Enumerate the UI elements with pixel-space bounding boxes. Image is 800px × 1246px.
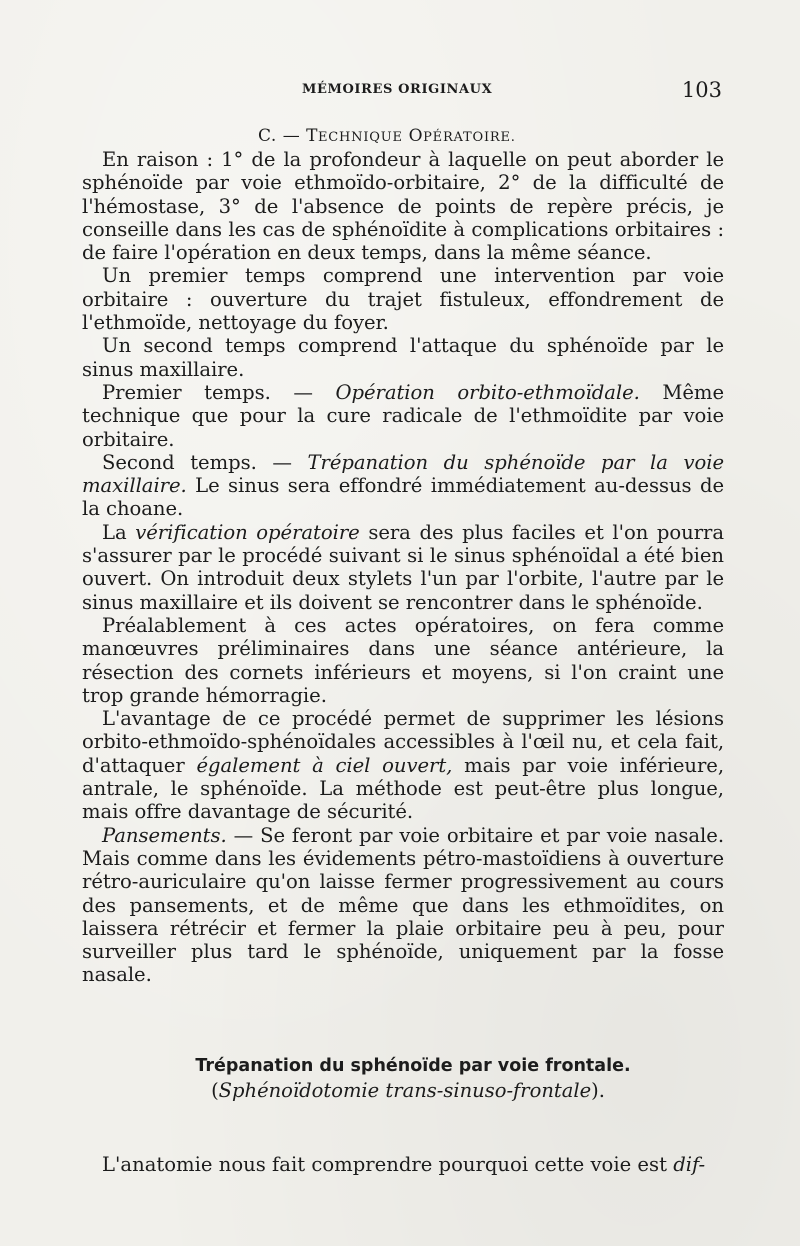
section-label-prefix: C. — [258, 126, 307, 146]
paragraph-4-rest: Même technique que pour la cure radicale de l'ethmoïdite par voie orbitaire. [82, 380, 725, 451]
paragraph-5-rest: Le sinus sera effondré immédiatement au-dessus de la choane. [82, 474, 724, 521]
subtitle-open-paren: ( [211, 1079, 219, 1102]
subsection-heading [82, 1054, 724, 1104]
paragraph-8-italic: également à ciel ouvert, [196, 753, 453, 777]
paragraph-2: Un premier temps comprend une intervention par voie orbitaire : ouverture du trajet fistuleux, effondrement de l'ethmoïde, nettoyage du foyer. [82, 264, 724, 335]
paragraph-8-rest: mais par voie inférieure, antrale, le sphénoïde. La méthode est peut-être plus longue, mais offre davantage de sécurité. [82, 753, 725, 824]
paragraph-6 [82, 521, 724, 614]
paragraph-8 [82, 707, 724, 823]
paragraph-1: En raison : 1° de la profondeur à laquelle on peut aborder le sphénoïde par voie ethmoïdo-orbitaire, 2° de la difficulté de l'hémostase, 3° de l'absence de points de repère précis, je conseille dans les cas de sphénoïdite à complications orbitaires : de faire l'opération en deux temps, dans la même séance. [82, 148, 724, 265]
page-number: 103 [681, 78, 722, 102]
paragraph-9 [82, 824, 724, 987]
paragraph-6-rest: sera des plus faciles et l'on pourra s'assurer par le procédé suivant si le sinus sphénoïdal a été bien ouvert. On introduit deux stylets l'un par l'orbite, l'autre par le sinus maxillaire et ils doivent se rencontrer dans le sphénoïde. [82, 520, 724, 614]
subtitle-text: Sphénoïdotomie trans-sinuso-frontale [218, 1079, 592, 1102]
body-text [82, 148, 724, 987]
paragraph-9-rest: — Se feront par voie orbitaire et par voie nasale. Mais comme dans les évidements pétro-mastoïdiens à ouverture rétro-auriculaire qu'on laisse fermer progressivement au cours des pansements, et de même que dans les ethmoïdites, on laissera rétrécir et fermer la plaie orbitaire peu à peu, pour surveiller plus tard le sphénoïde, uniquement par la fosse nasale. [82, 823, 724, 987]
paragraph-5-lead: Second temps. — [102, 450, 308, 474]
section-label-rest-1: ECHNIQUE [317, 130, 403, 145]
section-label-initial-2: O [408, 126, 424, 146]
section-label-rest-2: PÉRATOIRE. [423, 130, 516, 145]
closing-italic: dif- [673, 1153, 706, 1176]
subsection-title: Trépanation du sphénoïde par voie frontale. [195, 1056, 631, 1076]
paragraph-5-italic: Trépanation du sphénoïde par la voie maxillaire. [82, 450, 724, 498]
running-header [82, 80, 722, 108]
section-label-initial-1: T [306, 126, 318, 146]
paragraph-4-italic: Opération orbito-ethmoïdale. [335, 380, 640, 404]
subsection-subtitle [82, 1078, 724, 1104]
paragraph-4 [82, 381, 724, 451]
closing-paragraph [82, 1153, 724, 1177]
paragraph-6-italic: vérification opératoire [135, 520, 360, 544]
closing-text: L'anatomie nous fait comprendre pourquoi cette voie est [102, 1153, 674, 1176]
running-title: MÉMOIRES ORIGINAUX [302, 82, 493, 97]
paragraph-4-lead: Premier temps. — [102, 380, 336, 404]
paragraph-8-lead: L'avantage de ce procédé permet de supprimer les lésions orbito-ethmoïdo-sphénoïdales accessibles à l'œil nu, et cela fait, d'attaquer [82, 707, 724, 777]
paragraph-3: Un second temps comprend l'attaque du sphénoïde par le sinus maxillaire. [82, 334, 724, 381]
subtitle-close-paren: ). [591, 1079, 605, 1102]
paragraph-9-italic: Pansements. [102, 823, 227, 847]
paragraph-5 [82, 451, 724, 521]
paragraph-6-lead: La [102, 520, 136, 544]
section-heading [258, 126, 516, 146]
paragraph-7: Préalablement à ces actes opératoires, on fera comme manœuvres préliminaires dans une séance antérieure, la résection des cornets inférieurs et moyens, si l'on craint une trop grande hémorragie. [82, 613, 724, 707]
